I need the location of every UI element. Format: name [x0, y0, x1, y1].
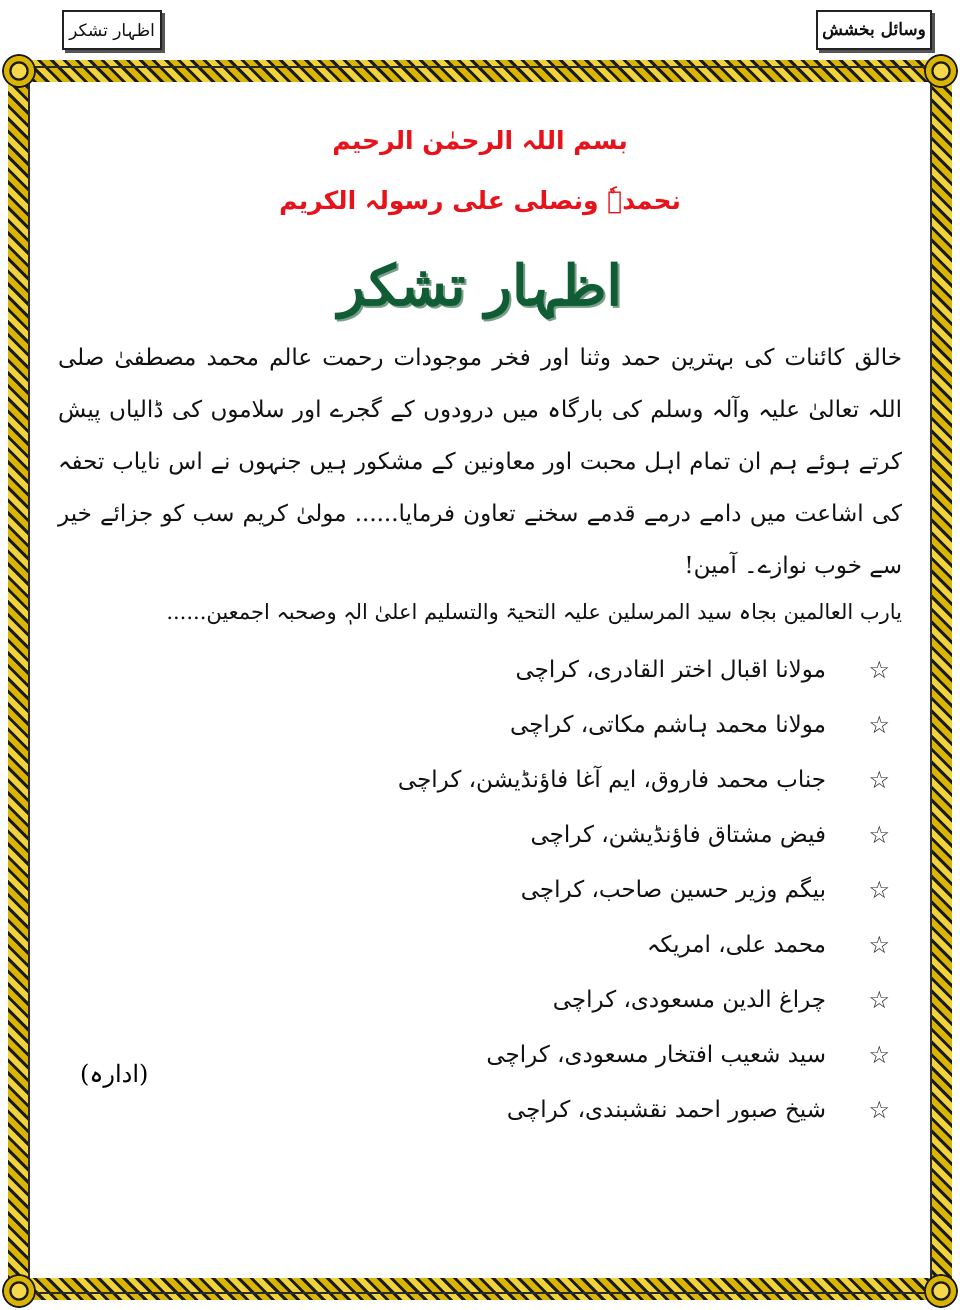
page-title: اظہار تشکر — [338, 253, 622, 319]
list-item — [50, 752, 910, 807]
contributor-name: مولانا محمد ہاشم مکاتی، کراچی — [509, 711, 826, 738]
header-right-label: وسائل بخشش — [816, 10, 932, 50]
star-icon: ☆ — [868, 1040, 890, 1069]
contributor-name: شیخ صبور احمد نقشبندی، کراچی — [506, 1096, 826, 1123]
contributor-name: فیض مشتاق فاؤنڈیشن، کراچی — [530, 821, 826, 848]
star-icon: ☆ — [868, 710, 890, 739]
corner-ornament-icon — [2, 1274, 36, 1308]
star-icon: ☆ — [868, 985, 890, 1014]
star-icon: ☆ — [868, 875, 890, 904]
corner-ornament-icon — [2, 54, 36, 88]
contributor-name: محمد علی، امریکہ — [646, 931, 826, 958]
star-icon: ☆ — [868, 820, 890, 849]
star-icon: ☆ — [868, 1095, 890, 1124]
list-item — [50, 807, 910, 862]
list-item — [50, 1027, 910, 1082]
contributor-name: مولانا اقبال اختر القادری، کراچی — [515, 656, 826, 683]
star-icon: ☆ — [868, 765, 890, 794]
contributor-name: بیگم وزیر حسین صاحب، کراچی — [520, 876, 826, 903]
corner-ornament-icon — [924, 1274, 958, 1308]
contributor-name: جناب محمد فاروق، ایم آغا فاؤنڈیشن، کراچی — [397, 766, 826, 793]
bismillah-line-1: بسم اللہ الرحمٰن الرحیم — [332, 126, 628, 155]
list-item — [50, 917, 910, 972]
page-content — [50, 100, 910, 1280]
contributors-list — [50, 642, 910, 1137]
corner-ornament-icon — [924, 54, 958, 88]
list-item — [50, 1082, 910, 1137]
star-icon: ☆ — [868, 930, 890, 959]
contributor-name: چراغ الدین مسعودی، کراچی — [552, 986, 826, 1013]
contributor-name: سید شعیب افتخار مسعودی، کراچی — [486, 1041, 826, 1068]
star-icon: ☆ — [868, 655, 890, 684]
bismillah-line-2: نحمدہٗ ونصلی علی رسولہ الکریم — [279, 186, 681, 215]
list-item — [50, 642, 910, 697]
gratitude-paragraph: خالق کائنات کی بہترین حمد وثنا اور فخر موجودات رحمت عالم محمد مصطفیٰ صلی اللہ تعالیٰ علیہ وآلہ وسلم کی بارگاہ میں درودوں کے گجرے اور سلاموں کی ڈالیاں پیش کرتے ہوئے ہم ان تمام اہل محبت اور معاونین کے مشکور ہیں جنہوں نے اس نایاب تحفہ کی اشاعت میں دامے درمے قدمے سخنے تعاون فرمایا...... مولیٰ کریم سب کو جزائے خیر سے خوب نوازے۔ آمین! — [58, 345, 902, 579]
signature-idara: (ادارہ) — [80, 1060, 149, 1088]
header-left-label: اظہار تشکر — [62, 10, 162, 50]
duaa-line: یارب العالمین بجاہ سید المرسلین علیہ التحیۃ والتسلیم اعلیٰ الہٖ وصحبہ اجمعین...... — [166, 600, 902, 624]
list-item — [50, 862, 910, 917]
list-item — [50, 697, 910, 752]
list-item — [50, 972, 910, 1027]
